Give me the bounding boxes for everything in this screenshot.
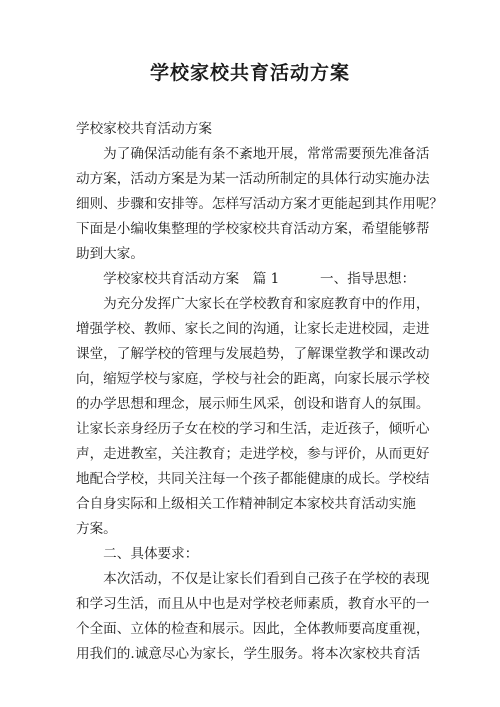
body-line: 方案。 bbox=[76, 521, 117, 537]
body-line: 细则、步骤和安排等。怎样写活动方案才更能起到其作用呢？ bbox=[76, 196, 444, 212]
body-line: 二、具体要求： bbox=[76, 546, 199, 562]
body-line: 增强学校、教师、家长之间的沟通，让家长走进校园，走进 bbox=[76, 321, 430, 337]
body-line: 个全面、立体的检查和展示。因此，全体教师要高度重视， bbox=[76, 621, 430, 637]
body-line: 的办学思想和理念，展示师生风采，创设和谐育人的氛围。 bbox=[76, 396, 430, 412]
document-body bbox=[76, 117, 444, 667]
body-line: 合自身实际和上级相关工作精神制定本家校共育活动实施 bbox=[76, 496, 416, 512]
body-line: 本次活动，不仅是让家长们看到自己孩子在学校的表现 bbox=[76, 571, 430, 587]
body-line: 为了确保活动能有条不紊地开展，常常需要预先准备活 bbox=[76, 146, 430, 162]
body-line: 声，走进教室，关注教育；走进学校，参与评价，从而更好 bbox=[76, 446, 430, 462]
body-line: 让家长亲身经历子女在校的学习和生活，走近孩子，倾听心 bbox=[76, 421, 430, 437]
body-line: 下面是小编收集整理的学校家校共育活动方案，希望能够帮 bbox=[76, 221, 430, 237]
body-line: 学校家校共育活动方案 篇 1 一、指导思想： bbox=[76, 271, 416, 287]
body-line: 用我们的.诚意尽心为家长，学生服务。将本次家校共育活 bbox=[76, 646, 421, 662]
body-line: 助到大家。 bbox=[76, 246, 144, 262]
document-title: 学校家校共育活动方案 bbox=[149, 62, 350, 84]
body-line: 地配合学校，共同关注每一个孩子都能健康的成长。学校结 bbox=[76, 471, 430, 487]
body-line: 和学习生活，而且从中也是对学校老师素质，教育水平的一 bbox=[76, 596, 430, 612]
body-line: 为充分发挥广大家长在学校教育和家庭教育中的作用， bbox=[76, 296, 430, 312]
body-line: 学校家校共育活动方案 bbox=[76, 121, 212, 137]
body-line: 动方案，活动方案是为某一活动所制定的具体行动实施办法 bbox=[76, 171, 430, 187]
body-line: 向，缩短学校与家庭，学校与社会的距离，向家长展示学校 bbox=[76, 371, 430, 387]
body-line: 课堂，了解学校的管理与发展趋势，了解课堂教学和课改动 bbox=[76, 346, 430, 362]
